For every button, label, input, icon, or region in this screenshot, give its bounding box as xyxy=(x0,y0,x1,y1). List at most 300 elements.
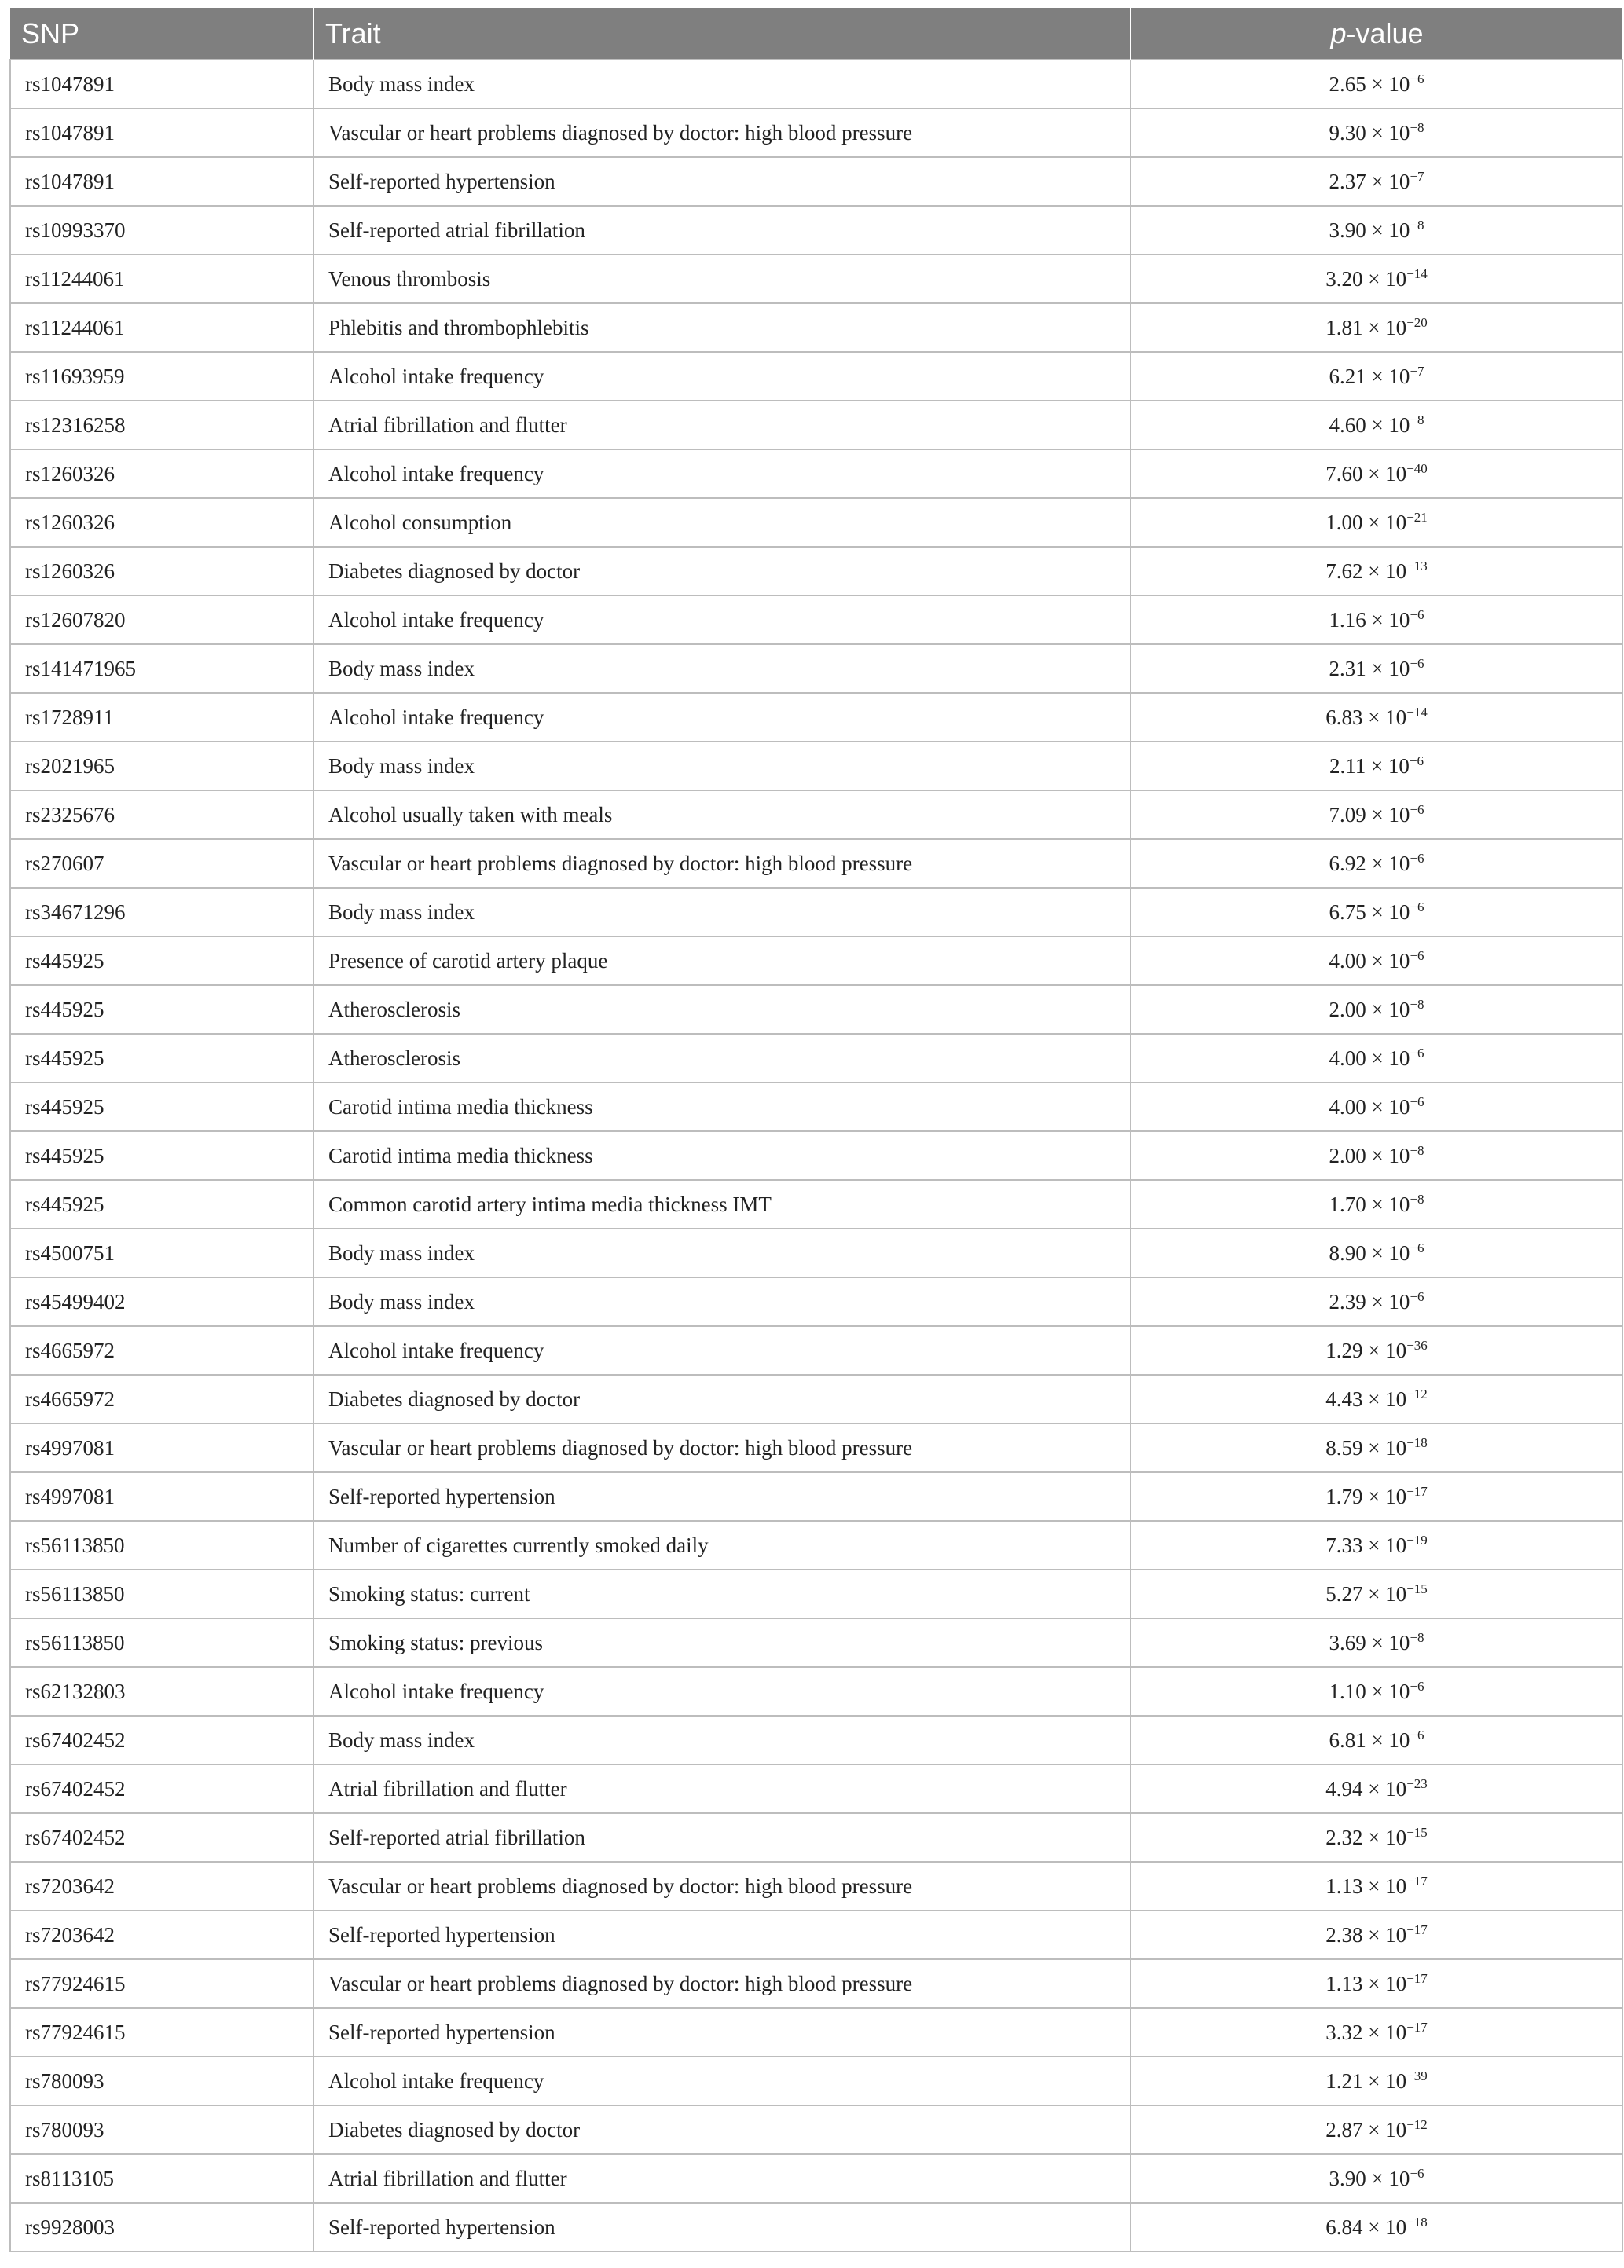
trait-cell: Body mass index xyxy=(313,742,1131,790)
snp-cell: rs11244061 xyxy=(10,303,313,352)
trait-cell: Alcohol usually taken with meals xyxy=(313,790,1131,839)
p-value-mantissa: 2.39 xyxy=(1329,1289,1366,1314)
snp-cell: rs77924615 xyxy=(10,2008,313,2057)
p-value-mantissa: 6.21 xyxy=(1329,364,1366,388)
p-value-cell xyxy=(1131,1423,1622,1472)
snp-trait-table xyxy=(9,8,1623,2252)
snp-cell: rs56113850 xyxy=(10,1570,313,1618)
p-value-cell xyxy=(1131,1959,1622,2008)
p-value-cell xyxy=(1131,255,1622,303)
p-value-cell xyxy=(1131,1034,1622,1083)
p-value-exponent: −6 xyxy=(1410,899,1424,914)
table-row xyxy=(10,790,1622,839)
p-value-mantissa: 3.90 xyxy=(1329,2166,1366,2190)
p-value-mantissa: 5.27 xyxy=(1325,1581,1363,1606)
p-value-cell xyxy=(1131,1229,1622,1277)
p-value-cell xyxy=(1131,1083,1622,1131)
header-p-value xyxy=(1131,8,1622,60)
p-value-cell xyxy=(1131,1764,1622,1813)
table-row xyxy=(10,498,1622,547)
p-value-base: × 10 xyxy=(1366,656,1410,680)
table-row xyxy=(10,644,1622,693)
snp-cell: rs77924615 xyxy=(10,1959,313,2008)
table-row xyxy=(10,1229,1622,1277)
trait-cell: Phlebitis and thrombophlebitis xyxy=(313,303,1131,352)
trait-cell: Body mass index xyxy=(313,888,1131,936)
p-value-mantissa: 4.00 xyxy=(1329,948,1366,973)
p-value-exponent: −17 xyxy=(1406,1970,1428,1986)
p-value-mantissa: 2.31 xyxy=(1329,656,1366,680)
p-value-base: × 10 xyxy=(1362,1776,1407,1801)
p-value-exponent: −15 xyxy=(1406,1824,1428,1840)
snp-cell: rs7203642 xyxy=(10,1862,313,1911)
p-value-base: × 10 xyxy=(1366,1289,1410,1314)
p-value-mantissa: 8.59 xyxy=(1325,1435,1363,1460)
snp-trait-table-container xyxy=(9,8,1622,2252)
header-snp: SNP xyxy=(10,8,313,60)
table-row xyxy=(10,693,1622,742)
table-row xyxy=(10,595,1622,644)
trait-cell: Number of cigarettes currently smoked daily xyxy=(313,1521,1131,1570)
header-p-italic: p xyxy=(1330,16,1347,49)
p-value-mantissa: 1.21 xyxy=(1325,2068,1363,2093)
p-value-mantissa: 6.75 xyxy=(1329,900,1366,924)
p-value-cell xyxy=(1131,1180,1622,1229)
trait-cell: Body mass index xyxy=(313,1716,1131,1764)
snp-cell: rs1260326 xyxy=(10,449,313,498)
trait-cell: Atherosclerosis xyxy=(313,985,1131,1034)
p-value-base: × 10 xyxy=(1366,607,1410,632)
p-value-mantissa: 9.30 xyxy=(1329,120,1366,145)
p-value-base: × 10 xyxy=(1362,1581,1407,1606)
snp-cell: rs11693959 xyxy=(10,352,313,401)
table-row xyxy=(10,1277,1622,1326)
table-row xyxy=(10,1083,1622,1131)
p-value-exponent: −6 xyxy=(1410,2165,1424,2181)
snp-cell: rs445925 xyxy=(10,1034,313,1083)
p-value-exponent: −8 xyxy=(1410,1191,1424,1207)
p-value-mantissa: 1.29 xyxy=(1325,1338,1363,1362)
table-body xyxy=(10,60,1622,2252)
table-row xyxy=(10,60,1622,108)
p-value-base: × 10 xyxy=(1366,169,1410,193)
p-value-exponent: −14 xyxy=(1406,266,1428,281)
p-value-exponent: −6 xyxy=(1410,1678,1424,1694)
trait-cell: Diabetes diagnosed by doctor xyxy=(313,1375,1131,1423)
table-row xyxy=(10,1716,1622,1764)
table-row xyxy=(10,2203,1622,2252)
p-value-mantissa: 7.09 xyxy=(1329,802,1366,826)
p-value-exponent: −6 xyxy=(1410,1240,1424,1255)
p-value-exponent: −23 xyxy=(1406,1775,1428,1791)
p-value-exponent: −8 xyxy=(1410,1629,1424,1645)
p-value-mantissa: 1.79 xyxy=(1325,1484,1363,1508)
p-value-base: × 10 xyxy=(1362,1874,1407,1898)
trait-cell: Alcohol intake frequency xyxy=(313,1326,1131,1375)
table-row xyxy=(10,1375,1622,1423)
trait-cell: Alcohol intake frequency xyxy=(313,595,1131,644)
p-value-exponent: −18 xyxy=(1406,1434,1428,1450)
p-value-exponent: −8 xyxy=(1410,996,1424,1012)
trait-cell: Atrial fibrillation and flutter xyxy=(313,401,1131,449)
snp-cell: rs67402452 xyxy=(10,1716,313,1764)
p-value-exponent: −19 xyxy=(1406,1532,1428,1548)
p-value-cell xyxy=(1131,401,1622,449)
trait-cell: Diabetes diagnosed by doctor xyxy=(313,2105,1131,2154)
snp-cell: rs270607 xyxy=(10,839,313,888)
trait-cell: Atrial fibrillation and flutter xyxy=(313,1764,1131,1813)
p-value-cell xyxy=(1131,1277,1622,1326)
snp-cell: rs1047891 xyxy=(10,60,313,108)
p-value-cell xyxy=(1131,1472,1622,1521)
p-value-mantissa: 7.33 xyxy=(1325,1533,1363,1557)
p-value-cell xyxy=(1131,2203,1622,2252)
p-value-base: × 10 xyxy=(1366,1679,1410,1703)
snp-cell: rs56113850 xyxy=(10,1618,313,1667)
trait-cell: Self-reported hypertension xyxy=(313,157,1131,206)
p-value-exponent: −12 xyxy=(1406,2116,1428,2132)
p-value-mantissa: 1.10 xyxy=(1329,1679,1366,1703)
p-value-base: × 10 xyxy=(1366,997,1410,1021)
trait-cell: Presence of carotid artery plaque xyxy=(313,936,1131,985)
p-value-base: × 10 xyxy=(1362,559,1407,583)
p-value-base: × 10 xyxy=(1366,412,1410,437)
p-value-cell xyxy=(1131,547,1622,595)
snp-cell: rs780093 xyxy=(10,2057,313,2105)
p-value-cell xyxy=(1131,303,1622,352)
p-value-mantissa: 6.84 xyxy=(1325,2215,1363,2239)
table-row xyxy=(10,1521,1622,1570)
p-value-mantissa: 3.69 xyxy=(1329,1630,1366,1654)
table-row xyxy=(10,1764,1622,1813)
p-value-exponent: −6 xyxy=(1410,655,1424,671)
p-value-cell xyxy=(1131,790,1622,839)
table-row xyxy=(10,1862,1622,1911)
trait-cell: Alcohol intake frequency xyxy=(313,352,1131,401)
p-value-mantissa: 6.83 xyxy=(1325,705,1363,729)
p-value-exponent: −6 xyxy=(1410,947,1424,963)
p-value-base: × 10 xyxy=(1362,1338,1407,1362)
p-value-mantissa: 1.16 xyxy=(1329,607,1366,632)
p-value-exponent: −40 xyxy=(1406,460,1428,476)
p-value-cell xyxy=(1131,60,1622,108)
p-value-cell xyxy=(1131,1131,1622,1180)
table-row xyxy=(10,401,1622,449)
p-value-exponent: −17 xyxy=(1406,1873,1428,1889)
p-value-base: × 10 xyxy=(1366,71,1410,96)
p-value-base: × 10 xyxy=(1362,1825,1407,1849)
snp-cell: rs34671296 xyxy=(10,888,313,936)
table-row xyxy=(10,985,1622,1034)
p-value-cell xyxy=(1131,2057,1622,2105)
p-value-exponent: −17 xyxy=(1406,2019,1428,2035)
p-value-base: × 10 xyxy=(1362,266,1407,291)
trait-cell: Vascular or heart problems diagnosed by doctor: high blood pressure xyxy=(313,108,1131,157)
trait-cell: Atherosclerosis xyxy=(313,1034,1131,1083)
p-value-base: × 10 xyxy=(1366,1094,1410,1119)
p-value-mantissa: 1.70 xyxy=(1329,1192,1366,1216)
p-value-cell xyxy=(1131,1618,1622,1667)
p-value-exponent: −21 xyxy=(1406,509,1428,525)
p-value-base: × 10 xyxy=(1366,2166,1410,2190)
snp-cell: rs4997081 xyxy=(10,1472,313,1521)
table-row xyxy=(10,1423,1622,1472)
p-value-base: × 10 xyxy=(1366,1728,1410,1752)
table-row xyxy=(10,352,1622,401)
snp-cell: rs1260326 xyxy=(10,498,313,547)
p-value-cell xyxy=(1131,206,1622,255)
trait-cell: Body mass index xyxy=(313,644,1131,693)
p-value-base: × 10 xyxy=(1362,461,1407,485)
snp-cell: rs4997081 xyxy=(10,1423,313,1472)
snp-cell: rs62132803 xyxy=(10,1667,313,1716)
table-row xyxy=(10,157,1622,206)
p-value-exponent: −17 xyxy=(1406,1483,1428,1499)
trait-cell: Alcohol consumption xyxy=(313,498,1131,547)
p-value-exponent: −15 xyxy=(1406,1581,1428,1596)
p-value-cell xyxy=(1131,1521,1622,1570)
p-value-mantissa: 2.65 xyxy=(1329,71,1366,96)
snp-cell: rs445925 xyxy=(10,1180,313,1229)
p-value-exponent: −7 xyxy=(1410,363,1424,379)
trait-cell: Self-reported hypertension xyxy=(313,1472,1131,1521)
snp-cell: rs445925 xyxy=(10,1131,313,1180)
table-row xyxy=(10,1813,1622,1862)
snp-cell: rs2021965 xyxy=(10,742,313,790)
table-row xyxy=(10,2105,1622,2154)
p-value-cell xyxy=(1131,2154,1622,2203)
p-value-base: × 10 xyxy=(1362,2068,1407,2093)
p-value-base: × 10 xyxy=(1362,1533,1407,1557)
p-value-exponent: −6 xyxy=(1410,1094,1424,1109)
p-value-mantissa: 3.20 xyxy=(1325,266,1363,291)
p-value-base: × 10 xyxy=(1362,315,1407,339)
snp-cell: rs445925 xyxy=(10,936,313,985)
trait-cell: Body mass index xyxy=(313,1229,1131,1277)
p-value-exponent: −6 xyxy=(1409,753,1424,768)
trait-cell: Atrial fibrillation and flutter xyxy=(313,2154,1131,2203)
p-value-mantissa: 6.81 xyxy=(1329,1728,1366,1752)
p-value-mantissa: 2.00 xyxy=(1329,997,1366,1021)
p-value-cell xyxy=(1131,839,1622,888)
snp-cell: rs1728911 xyxy=(10,693,313,742)
trait-cell: Alcohol intake frequency xyxy=(313,449,1131,498)
p-value-base: × 10 xyxy=(1362,1971,1407,1995)
p-value-cell xyxy=(1131,936,1622,985)
p-value-exponent: −7 xyxy=(1410,168,1424,184)
p-value-exponent: −6 xyxy=(1410,71,1424,86)
p-value-base: × 10 xyxy=(1362,510,1407,534)
header-p-suffix: -value xyxy=(1346,16,1424,49)
snp-cell: rs4665972 xyxy=(10,1375,313,1423)
p-value-mantissa: 7.60 xyxy=(1325,461,1363,485)
p-value-base: × 10 xyxy=(1362,705,1407,729)
p-value-mantissa: 1.00 xyxy=(1325,510,1363,534)
trait-cell: Venous thrombosis xyxy=(313,255,1131,303)
p-value-exponent: −8 xyxy=(1410,412,1424,427)
p-value-exponent: −8 xyxy=(1410,217,1424,233)
p-value-mantissa: 1.81 xyxy=(1325,315,1363,339)
table-row xyxy=(10,206,1622,255)
p-value-exponent: −6 xyxy=(1410,1045,1424,1061)
table-row xyxy=(10,2154,1622,2203)
p-value-mantissa: 2.37 xyxy=(1329,169,1366,193)
p-value-cell xyxy=(1131,693,1622,742)
trait-cell: Body mass index xyxy=(313,1277,1131,1326)
p-value-mantissa: 4.43 xyxy=(1325,1387,1363,1411)
p-value-mantissa: 4.00 xyxy=(1329,1046,1366,1070)
snp-cell: rs4665972 xyxy=(10,1326,313,1375)
p-value-cell xyxy=(1131,1375,1622,1423)
trait-cell: Self-reported atrial fibrillation xyxy=(313,1813,1131,1862)
p-value-exponent: −36 xyxy=(1406,1337,1428,1353)
table-row xyxy=(10,108,1622,157)
p-value-mantissa: 2.00 xyxy=(1329,1143,1366,1167)
snp-cell: rs11244061 xyxy=(10,255,313,303)
p-value-exponent: −6 xyxy=(1410,606,1424,622)
trait-cell: Self-reported hypertension xyxy=(313,2203,1131,2252)
p-value-exponent: −6 xyxy=(1410,850,1424,866)
p-value-base: × 10 xyxy=(1366,851,1410,875)
p-value-mantissa: 4.94 xyxy=(1325,1776,1363,1801)
p-value-cell xyxy=(1131,742,1622,790)
p-value-base: × 10 xyxy=(1362,1435,1407,1460)
trait-cell: Smoking status: current xyxy=(313,1570,1131,1618)
table-row xyxy=(10,1667,1622,1716)
p-value-cell xyxy=(1131,1911,1622,1959)
p-value-cell xyxy=(1131,449,1622,498)
p-value-base: × 10 xyxy=(1366,1143,1410,1167)
p-value-base: × 10 xyxy=(1366,1630,1410,1654)
p-value-cell xyxy=(1131,595,1622,644)
table-row xyxy=(10,2057,1622,2105)
p-value-exponent: −8 xyxy=(1410,1142,1424,1158)
p-value-cell xyxy=(1131,1570,1622,1618)
table-row xyxy=(10,1326,1622,1375)
trait-cell: Alcohol intake frequency xyxy=(313,693,1131,742)
p-value-base: × 10 xyxy=(1362,2020,1407,2044)
table-row xyxy=(10,1180,1622,1229)
snp-cell: rs12607820 xyxy=(10,595,313,644)
table-row xyxy=(10,888,1622,936)
snp-cell: rs1047891 xyxy=(10,157,313,206)
p-value-exponent: −6 xyxy=(1410,1288,1424,1304)
header-trait: Trait xyxy=(313,8,1131,60)
table-row xyxy=(10,1472,1622,1521)
p-value-exponent: −6 xyxy=(1410,1727,1424,1742)
p-value-exponent: −8 xyxy=(1410,119,1424,135)
p-value-exponent: −6 xyxy=(1410,801,1424,817)
snp-cell: rs141471965 xyxy=(10,644,313,693)
p-value-cell xyxy=(1131,157,1622,206)
snp-cell: rs780093 xyxy=(10,2105,313,2154)
snp-cell: rs8113105 xyxy=(10,2154,313,2203)
p-value-base: × 10 xyxy=(1362,1484,1407,1508)
table-row xyxy=(10,547,1622,595)
p-value-mantissa: 2.32 xyxy=(1325,1825,1363,1849)
snp-cell: rs56113850 xyxy=(10,1521,313,1570)
p-value-exponent: −13 xyxy=(1406,558,1428,573)
p-value-mantissa: 4.60 xyxy=(1329,412,1366,437)
table-row xyxy=(10,1034,1622,1083)
trait-cell: Smoking status: previous xyxy=(313,1618,1131,1667)
trait-cell: Vascular or heart problems diagnosed by doctor: high blood pressure xyxy=(313,1423,1131,1472)
p-value-cell xyxy=(1131,888,1622,936)
trait-cell: Self-reported atrial fibrillation xyxy=(313,206,1131,255)
p-value-base: × 10 xyxy=(1366,1046,1410,1070)
p-value-mantissa: 1.13 xyxy=(1325,1874,1363,1898)
p-value-exponent: −14 xyxy=(1406,704,1428,720)
p-value-base: × 10 xyxy=(1362,2215,1407,2239)
p-value-exponent: −12 xyxy=(1406,1386,1428,1401)
table-row xyxy=(10,303,1622,352)
table-row xyxy=(10,1570,1622,1618)
table-row xyxy=(10,936,1622,985)
snp-cell: rs1047891 xyxy=(10,108,313,157)
p-value-cell xyxy=(1131,2008,1622,2057)
p-value-base: × 10 xyxy=(1366,802,1410,826)
table-row xyxy=(10,1911,1622,1959)
p-value-exponent: −20 xyxy=(1406,314,1428,330)
trait-cell: Carotid intima media thickness xyxy=(313,1083,1131,1131)
p-value-base: × 10 xyxy=(1362,1387,1407,1411)
snp-cell: rs45499402 xyxy=(10,1277,313,1326)
p-value-mantissa: 2.11 xyxy=(1329,753,1366,778)
trait-cell: Body mass index xyxy=(313,60,1131,108)
trait-cell: Alcohol intake frequency xyxy=(313,1667,1131,1716)
trait-cell: Diabetes diagnosed by doctor xyxy=(313,547,1131,595)
p-value-base: × 10 xyxy=(1366,218,1410,242)
p-value-exponent: −17 xyxy=(1406,1922,1428,1937)
trait-cell: Vascular or heart problems diagnosed by doctor: high blood pressure xyxy=(313,1862,1131,1911)
snp-cell: rs7203642 xyxy=(10,1911,313,1959)
p-value-cell xyxy=(1131,498,1622,547)
trait-cell: Alcohol intake frequency xyxy=(313,2057,1131,2105)
snp-cell: rs67402452 xyxy=(10,1813,313,1862)
p-value-base: × 10 xyxy=(1362,1922,1407,1947)
snp-cell: rs10993370 xyxy=(10,206,313,255)
snp-cell: rs9928003 xyxy=(10,2203,313,2252)
table-row xyxy=(10,839,1622,888)
p-value-cell xyxy=(1131,2105,1622,2154)
snp-cell: rs12316258 xyxy=(10,401,313,449)
p-value-mantissa: 7.62 xyxy=(1325,559,1363,583)
trait-cell: Self-reported hypertension xyxy=(313,2008,1131,2057)
p-value-base: × 10 xyxy=(1366,753,1410,778)
table-row xyxy=(10,1131,1622,1180)
p-value-cell xyxy=(1131,108,1622,157)
snp-cell: rs445925 xyxy=(10,985,313,1034)
snp-cell: rs1260326 xyxy=(10,547,313,595)
table-row xyxy=(10,1959,1622,2008)
snp-cell: rs2325676 xyxy=(10,790,313,839)
p-value-base: × 10 xyxy=(1366,364,1410,388)
snp-cell: rs67402452 xyxy=(10,1764,313,1813)
p-value-cell xyxy=(1131,1667,1622,1716)
trait-cell: Vascular or heart problems diagnosed by doctor: high blood pressure xyxy=(313,839,1131,888)
p-value-cell xyxy=(1131,352,1622,401)
trait-cell: Vascular or heart problems diagnosed by doctor: high blood pressure xyxy=(313,1959,1131,2008)
table-row xyxy=(10,742,1622,790)
p-value-base: × 10 xyxy=(1366,900,1410,924)
p-value-mantissa: 2.38 xyxy=(1325,1922,1363,1947)
table-row xyxy=(10,255,1622,303)
p-value-cell xyxy=(1131,1813,1622,1862)
p-value-exponent: −18 xyxy=(1406,2214,1428,2230)
p-value-cell xyxy=(1131,1862,1622,1911)
p-value-base: × 10 xyxy=(1362,2117,1407,2142)
p-value-mantissa: 1.13 xyxy=(1325,1971,1363,1995)
